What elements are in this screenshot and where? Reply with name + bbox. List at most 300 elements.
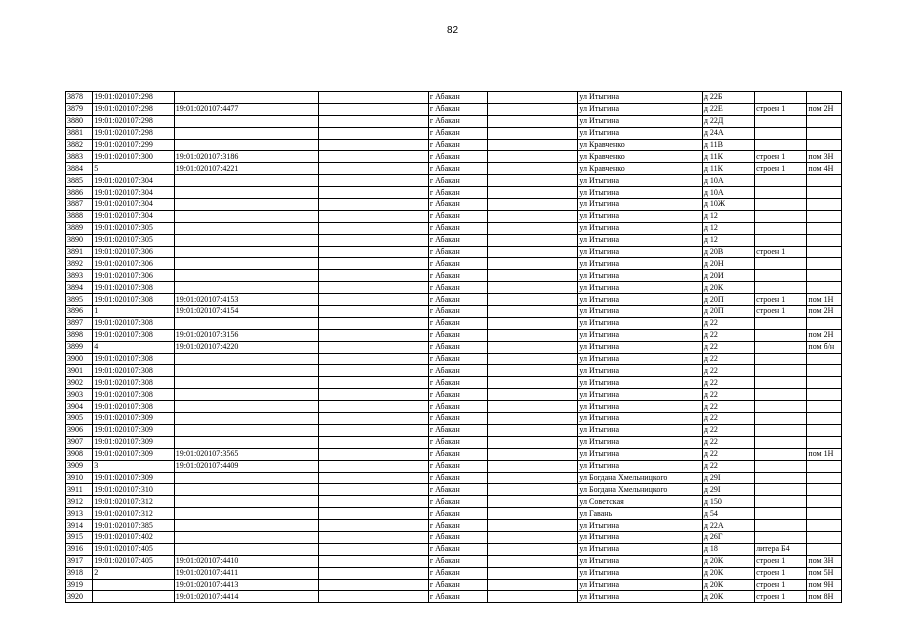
empty-cell	[319, 92, 429, 104]
cadastral-number-cell: 19:01:020107:4410	[174, 555, 318, 567]
street-cell: ул Итыгина	[578, 543, 702, 555]
cadastral-block-cell: 19:01:020107:402	[93, 531, 175, 543]
city-cell: г Абакан	[428, 294, 488, 306]
empty-cell	[488, 258, 578, 270]
row-number-cell: 3902	[66, 377, 93, 389]
row-number-cell: 3879	[66, 103, 93, 115]
city-cell: г Абакан	[428, 163, 488, 175]
cadastral-number-cell: 19:01:020107:4477	[174, 103, 318, 115]
premises-cell	[807, 508, 842, 520]
row-number-cell: 3890	[66, 234, 93, 246]
empty-cell	[319, 413, 429, 425]
row-number-cell: 3895	[66, 294, 93, 306]
street-cell: ул Итыгина	[578, 234, 702, 246]
house-cell: д 22	[702, 317, 754, 329]
empty-cell	[319, 139, 429, 151]
premises-cell	[807, 389, 842, 401]
premises-cell	[807, 496, 842, 508]
empty-cell	[319, 401, 429, 413]
empty-cell	[488, 460, 578, 472]
cadastral-block-cell: 19:01:020107:305	[93, 222, 175, 234]
row-number-cell: 3885	[66, 175, 93, 187]
city-cell: г Абакан	[428, 579, 488, 591]
empty-cell	[488, 222, 578, 234]
cadastral-number-cell	[174, 92, 318, 104]
row-number-cell: 3920	[66, 591, 93, 603]
building-cell: строен 1	[755, 579, 807, 591]
house-cell: д 10Ж	[702, 199, 754, 211]
table-row	[66, 258, 842, 270]
building-cell	[755, 92, 807, 104]
house-cell: д 11К	[702, 151, 754, 163]
cadastral-block-cell: 19:01:020107:306	[93, 258, 175, 270]
empty-cell	[319, 472, 429, 484]
cadastral-block-cell: 19:01:020107:308	[93, 365, 175, 377]
empty-cell	[488, 139, 578, 151]
empty-cell	[488, 365, 578, 377]
building-cell: строен 1	[755, 163, 807, 175]
cadastral-block-cell: 19:01:020107:299	[93, 139, 175, 151]
cadastral-number-cell	[174, 317, 318, 329]
street-cell: ул Итыгина	[578, 127, 702, 139]
street-cell: ул Итыгина	[578, 329, 702, 341]
row-number-cell: 3878	[66, 92, 93, 104]
premises-cell	[807, 472, 842, 484]
empty-cell	[319, 270, 429, 282]
cadastral-number-cell	[174, 210, 318, 222]
empty-cell	[488, 413, 578, 425]
building-cell	[755, 401, 807, 413]
row-number-cell: 3897	[66, 317, 93, 329]
street-cell: ул Итыгина	[578, 294, 702, 306]
city-cell: г Абакан	[428, 103, 488, 115]
row-number-cell: 3914	[66, 520, 93, 532]
city-cell: г Абакан	[428, 317, 488, 329]
city-cell: г Абакан	[428, 555, 488, 567]
premises-cell	[807, 127, 842, 139]
street-cell: ул Кравченко	[578, 139, 702, 151]
table-row	[66, 448, 842, 460]
house-cell: д 29І	[702, 472, 754, 484]
row-number-cell: 3910	[66, 472, 93, 484]
building-cell: строен 1	[755, 567, 807, 579]
city-cell: г Абакан	[428, 258, 488, 270]
empty-cell	[488, 329, 578, 341]
empty-cell	[319, 222, 429, 234]
cadastral-number-cell	[174, 424, 318, 436]
street-cell: ул Кравченко	[578, 163, 702, 175]
house-cell: д 22	[702, 377, 754, 389]
table-row	[66, 353, 842, 365]
empty-cell	[488, 377, 578, 389]
premises-cell: пом 3Н	[807, 555, 842, 567]
table-row	[66, 294, 842, 306]
premises-cell	[807, 401, 842, 413]
city-cell: г Абакан	[428, 353, 488, 365]
building-cell	[755, 115, 807, 127]
empty-cell	[488, 210, 578, 222]
empty-cell	[319, 127, 429, 139]
building-cell	[755, 329, 807, 341]
empty-cell	[319, 175, 429, 187]
cadastral-number-cell	[174, 401, 318, 413]
building-cell	[755, 353, 807, 365]
table-row	[66, 591, 842, 603]
building-cell	[755, 377, 807, 389]
row-number-cell: 3899	[66, 341, 93, 353]
premises-cell	[807, 460, 842, 472]
cadastral-block-cell: 2	[93, 567, 175, 579]
cadastral-number-cell	[174, 175, 318, 187]
premises-cell: пом 9Н	[807, 579, 842, 591]
empty-cell	[319, 508, 429, 520]
city-cell: г Абакан	[428, 401, 488, 413]
street-cell: ул Итыгина	[578, 92, 702, 104]
row-number-cell: 3882	[66, 139, 93, 151]
street-cell: ул Итыгина	[578, 270, 702, 282]
cadastral-block-cell: 19:01:020107:298	[93, 103, 175, 115]
cadastral-block-cell: 19:01:020107:405	[93, 543, 175, 555]
house-cell: д 22	[702, 389, 754, 401]
house-cell: д 22Е	[702, 103, 754, 115]
table-row	[66, 127, 842, 139]
city-cell: г Абакан	[428, 413, 488, 425]
table-row	[66, 329, 842, 341]
cadastral-block-cell: 19:01:020107:308	[93, 282, 175, 294]
cadastral-number-cell	[174, 365, 318, 377]
row-number-cell: 3918	[66, 567, 93, 579]
street-cell: ул Итыгина	[578, 448, 702, 460]
city-cell: г Абакан	[428, 460, 488, 472]
empty-cell	[488, 103, 578, 115]
row-number-cell: 3909	[66, 460, 93, 472]
street-cell: ул Итыгина	[578, 531, 702, 543]
table-row	[66, 496, 842, 508]
cadastral-number-cell: 19:01:020107:3565	[174, 448, 318, 460]
building-cell	[755, 222, 807, 234]
cadastral-number-cell	[174, 531, 318, 543]
street-cell: ул Итыгина	[578, 567, 702, 579]
premises-cell: пом б/н	[807, 341, 842, 353]
empty-cell	[488, 520, 578, 532]
premises-cell	[807, 115, 842, 127]
table-row	[66, 92, 842, 104]
premises-cell	[807, 187, 842, 199]
street-cell: ул Итыгина	[578, 115, 702, 127]
cadastral-number-cell: 19:01:020107:4154	[174, 306, 318, 318]
table-row	[66, 317, 842, 329]
row-number-cell: 3881	[66, 127, 93, 139]
building-cell	[755, 508, 807, 520]
street-cell: ул Итыгина	[578, 341, 702, 353]
house-cell: д 12	[702, 222, 754, 234]
empty-cell	[319, 341, 429, 353]
building-cell	[755, 270, 807, 282]
table-row	[66, 306, 842, 318]
cadastral-number-cell	[174, 246, 318, 258]
table-row	[66, 234, 842, 246]
premises-cell	[807, 282, 842, 294]
city-cell: г Абакан	[428, 306, 488, 318]
premises-cell: пом 8Н	[807, 591, 842, 603]
premises-cell: пом 2Н	[807, 306, 842, 318]
building-cell	[755, 210, 807, 222]
house-cell: д 10А	[702, 175, 754, 187]
premises-cell	[807, 234, 842, 246]
city-cell: г Абакан	[428, 365, 488, 377]
cadastral-number-cell	[174, 270, 318, 282]
city-cell: г Абакан	[428, 151, 488, 163]
building-cell: строен 1	[755, 103, 807, 115]
empty-cell	[319, 246, 429, 258]
building-cell: строен 1	[755, 294, 807, 306]
cadastral-block-cell: 19:01:020107:308	[93, 389, 175, 401]
house-cell: д 20К	[702, 282, 754, 294]
city-cell: г Абакан	[428, 282, 488, 294]
cadastral-block-cell: 3	[93, 460, 175, 472]
street-cell: ул Итыгина	[578, 187, 702, 199]
city-cell: г Абакан	[428, 139, 488, 151]
cadastral-number-cell: 19:01:020107:4221	[174, 163, 318, 175]
cadastral-number-cell	[174, 413, 318, 425]
house-cell: д 22Д	[702, 115, 754, 127]
building-cell	[755, 365, 807, 377]
city-cell: г Абакан	[428, 472, 488, 484]
house-cell: д 20К	[702, 567, 754, 579]
table-row	[66, 187, 842, 199]
cadastral-number-cell	[174, 258, 318, 270]
table-row	[66, 579, 842, 591]
cadastral-number-cell: 19:01:020107:3156	[174, 329, 318, 341]
house-cell: д 22	[702, 353, 754, 365]
city-cell: г Абакан	[428, 389, 488, 401]
building-cell	[755, 341, 807, 353]
cadastral-number-cell: 19:01:020107:4153	[174, 294, 318, 306]
empty-cell	[319, 353, 429, 365]
cadastral-block-cell: 19:01:020107:306	[93, 246, 175, 258]
building-cell	[755, 424, 807, 436]
cadastral-block-cell: 19:01:020107:312	[93, 508, 175, 520]
cadastral-number-cell	[174, 472, 318, 484]
row-number-cell: 3889	[66, 222, 93, 234]
cadastral-number-cell	[174, 222, 318, 234]
house-cell: д 10А	[702, 187, 754, 199]
table-row	[66, 531, 842, 543]
empty-cell	[319, 520, 429, 532]
premises-cell: пом 2Н	[807, 103, 842, 115]
premises-cell	[807, 531, 842, 543]
building-cell	[755, 258, 807, 270]
empty-cell	[319, 234, 429, 246]
street-cell: ул Итыгина	[578, 210, 702, 222]
row-number-cell: 3891	[66, 246, 93, 258]
cadastral-number-cell: 19:01:020107:4220	[174, 341, 318, 353]
empty-cell	[488, 246, 578, 258]
premises-cell	[807, 270, 842, 282]
table-row	[66, 282, 842, 294]
empty-cell	[319, 543, 429, 555]
building-cell	[755, 389, 807, 401]
building-cell	[755, 282, 807, 294]
empty-cell	[319, 448, 429, 460]
house-cell: д 22А	[702, 520, 754, 532]
empty-cell	[488, 543, 578, 555]
row-number-cell: 3917	[66, 555, 93, 567]
table-row	[66, 389, 842, 401]
house-cell: д 18	[702, 543, 754, 555]
empty-cell	[319, 210, 429, 222]
row-number-cell: 3894	[66, 282, 93, 294]
cadastral-block-cell: 19:01:020107:300	[93, 151, 175, 163]
city-cell: г Абакан	[428, 234, 488, 246]
cadastral-block-cell: 19:01:020107:309	[93, 472, 175, 484]
cadastral-block-cell: 19:01:020107:298	[93, 115, 175, 127]
building-cell	[755, 187, 807, 199]
empty-cell	[319, 187, 429, 199]
city-cell: г Абакан	[428, 484, 488, 496]
empty-cell	[488, 531, 578, 543]
cadastral-number-cell	[174, 127, 318, 139]
premises-cell: пом 1Н	[807, 448, 842, 460]
premises-cell: пом 1Н	[807, 294, 842, 306]
table-row	[66, 246, 842, 258]
row-number-cell: 3913	[66, 508, 93, 520]
empty-cell	[319, 389, 429, 401]
row-number-cell: 3907	[66, 436, 93, 448]
empty-cell	[488, 472, 578, 484]
table-row	[66, 163, 842, 175]
empty-cell	[488, 567, 578, 579]
street-cell: ул Кравченко	[578, 151, 702, 163]
building-cell	[755, 448, 807, 460]
empty-cell	[488, 175, 578, 187]
house-cell: д 20В	[702, 246, 754, 258]
row-number-cell: 3887	[66, 199, 93, 211]
premises-cell	[807, 424, 842, 436]
table-row	[66, 484, 842, 496]
row-number-cell: 3883	[66, 151, 93, 163]
empty-cell	[488, 436, 578, 448]
table-row	[66, 543, 842, 555]
empty-cell	[319, 579, 429, 591]
cadastral-number-cell	[174, 115, 318, 127]
street-cell: ул Итыгина	[578, 424, 702, 436]
empty-cell	[319, 306, 429, 318]
building-cell: строен 1	[755, 306, 807, 318]
building-cell	[755, 413, 807, 425]
street-cell: ул Итыгина	[578, 436, 702, 448]
cadastral-number-cell	[174, 496, 318, 508]
house-cell: д 22	[702, 365, 754, 377]
empty-cell	[488, 591, 578, 603]
cadastral-number-cell	[174, 389, 318, 401]
building-cell	[755, 317, 807, 329]
building-cell	[755, 436, 807, 448]
premises-cell: пом 4Н	[807, 163, 842, 175]
row-number-cell: 3892	[66, 258, 93, 270]
city-cell: г Абакан	[428, 210, 488, 222]
table-row	[66, 460, 842, 472]
building-cell	[755, 199, 807, 211]
house-cell: д 12	[702, 210, 754, 222]
cadastral-number-cell: 19:01:020107:4414	[174, 591, 318, 603]
table-row	[66, 210, 842, 222]
house-cell: д 22	[702, 436, 754, 448]
street-cell: ул Советская	[578, 496, 702, 508]
table-row	[66, 365, 842, 377]
cadastral-block-cell: 19:01:020107:309	[93, 436, 175, 448]
house-cell: д 20К	[702, 579, 754, 591]
table-row	[66, 520, 842, 532]
empty-cell	[319, 258, 429, 270]
row-number-cell: 3886	[66, 187, 93, 199]
row-number-cell: 3906	[66, 424, 93, 436]
table-row	[66, 139, 842, 151]
premises-cell	[807, 222, 842, 234]
street-cell: ул Итыгина	[578, 199, 702, 211]
street-cell: ул Итыгина	[578, 413, 702, 425]
house-cell: д 150	[702, 496, 754, 508]
row-number-cell: 3905	[66, 413, 93, 425]
page-number: 82	[446, 25, 459, 36]
empty-cell	[488, 92, 578, 104]
empty-cell	[488, 496, 578, 508]
house-cell: д 20К	[702, 555, 754, 567]
house-cell: д 11В	[702, 139, 754, 151]
table-row	[66, 436, 842, 448]
cadastral-number-cell	[174, 234, 318, 246]
premises-cell	[807, 199, 842, 211]
cadastral-number-cell	[174, 543, 318, 555]
cadastral-number-cell	[174, 520, 318, 532]
row-number-cell: 3884	[66, 163, 93, 175]
city-cell: г Абакан	[428, 187, 488, 199]
cadastral-number-cell: 19:01:020107:4413	[174, 579, 318, 591]
empty-cell	[488, 341, 578, 353]
row-number-cell: 3880	[66, 115, 93, 127]
empty-cell	[488, 282, 578, 294]
cadastral-block-cell: 5	[93, 163, 175, 175]
cadastral-number-cell: 19:01:020107:3186	[174, 151, 318, 163]
city-cell: г Абакан	[428, 222, 488, 234]
empty-cell	[319, 151, 429, 163]
premises-cell	[807, 317, 842, 329]
cadastral-number-cell	[174, 199, 318, 211]
empty-cell	[488, 270, 578, 282]
street-cell: ул Богдана Хмельницкого	[578, 484, 702, 496]
empty-cell	[319, 591, 429, 603]
empty-cell	[488, 484, 578, 496]
table-row	[66, 413, 842, 425]
premises-cell: пом 5Н	[807, 567, 842, 579]
empty-cell	[488, 424, 578, 436]
house-cell: д 24А	[702, 127, 754, 139]
empty-cell	[319, 103, 429, 115]
premises-cell	[807, 436, 842, 448]
house-cell: д 20К	[702, 591, 754, 603]
register-body	[66, 92, 842, 603]
house-cell: д 22	[702, 424, 754, 436]
row-number-cell: 3911	[66, 484, 93, 496]
table-row	[66, 199, 842, 211]
table-row	[66, 401, 842, 413]
empty-cell	[319, 317, 429, 329]
house-cell: д 22	[702, 460, 754, 472]
house-cell: д 20И	[702, 270, 754, 282]
city-cell: г Абакан	[428, 520, 488, 532]
house-cell: д 26Г	[702, 531, 754, 543]
cadastral-block-cell: 19:01:020107:308	[93, 329, 175, 341]
